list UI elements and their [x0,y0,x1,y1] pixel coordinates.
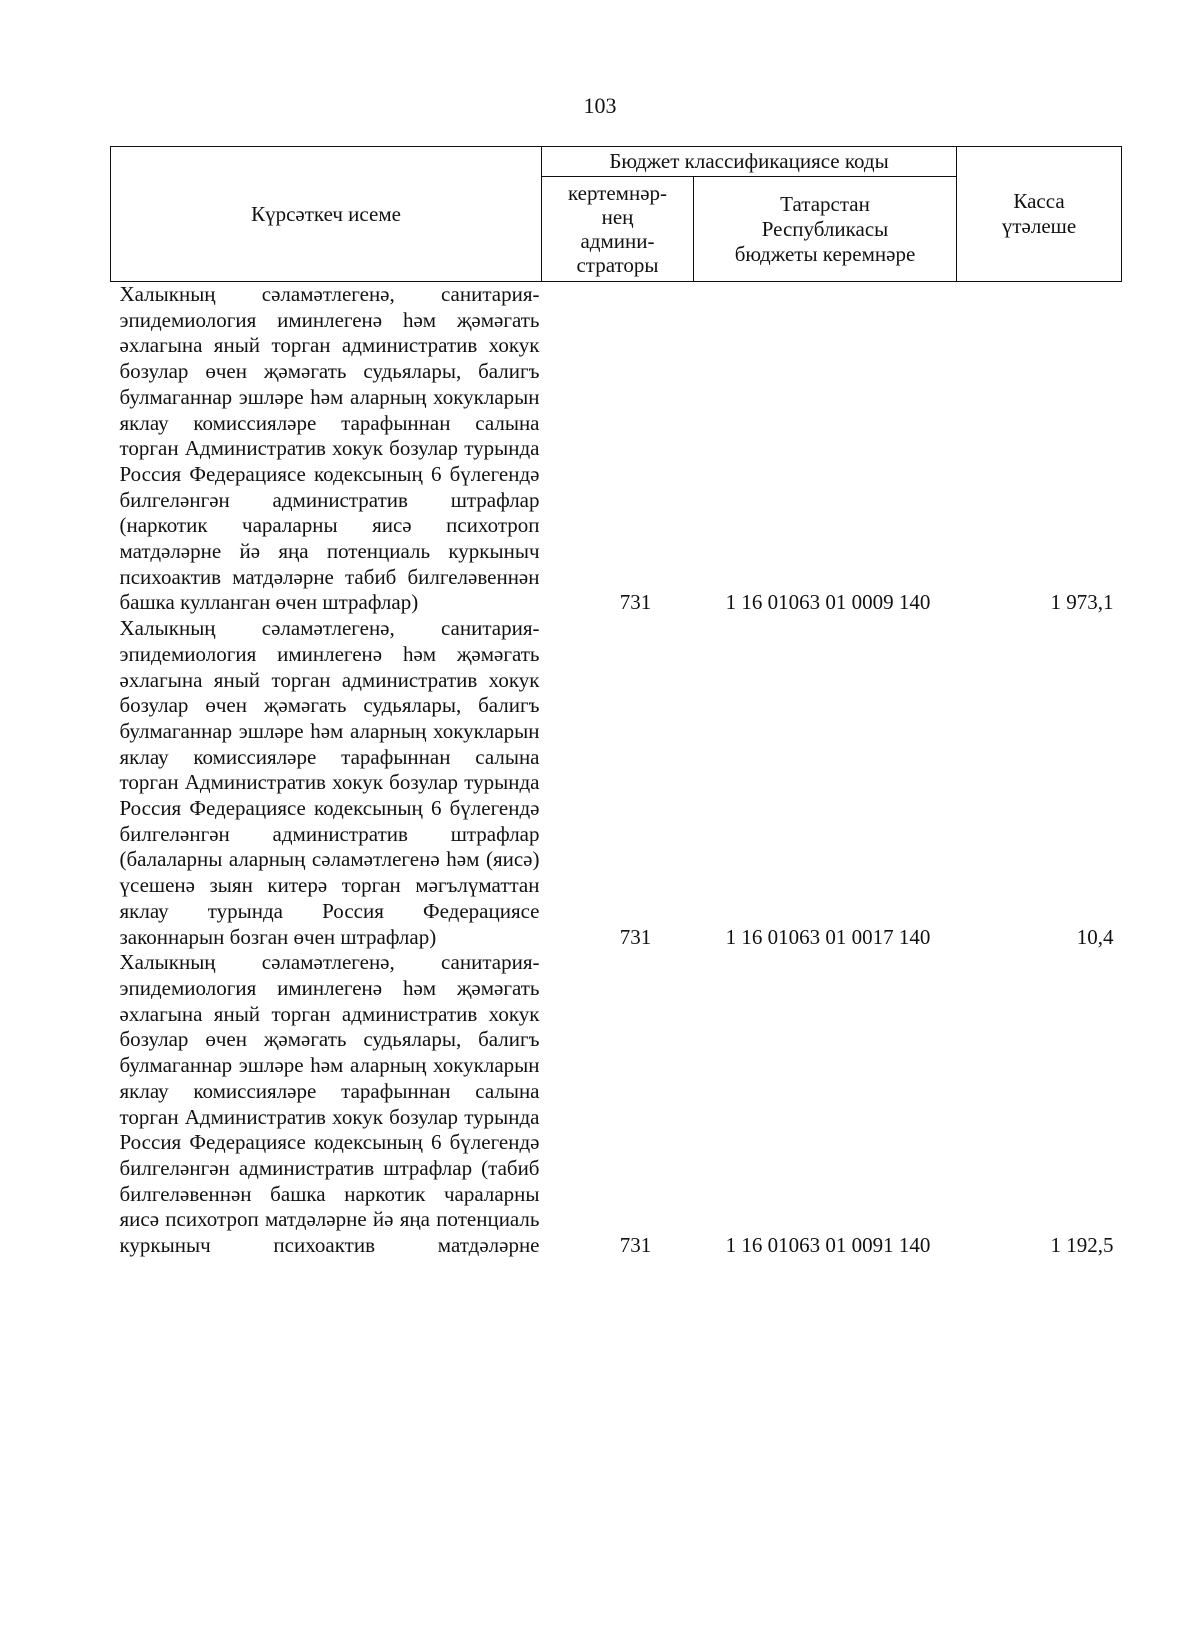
admin-code-cell: 731 [619,924,652,949]
budget-table [110,146,1122,1259]
table-header [111,147,1122,282]
table-row [111,950,1122,1258]
indicator-name-header: Күрсәткеч исеме [111,147,542,282]
budget-classification-code-header: Бюджет классификациясе коды [542,147,957,177]
table-row [111,282,1122,617]
indicator-name-cell: Халыкның сәламәтлегенә, санитария-эпидемиология иминлегенә һәм җәмәгать әхлагына яный торган административ хокук бозулар өчен җәмәгать судьялары, балигъ булмаганнар эшләре һәм аларның хокукларын яклау комиссияләре тарафыннан салына торган Административ хокук бозулар турында Россия Федерациясе кодексының 6 бүлегендә билгеләнгән административ штрафлар (балаларны аларның сәламәтлегенә һәм (яисә) үсешенә зыян китерә торган мәгълүматтан яклау турында Россия Федерациясе законнарын бозган өчен штрафлар) [119,616,540,949]
revenue-administrators-header: кертемнәр- нең админи- страторы [542,177,694,282]
admin-code-cell: 731 [619,1233,652,1258]
revenue-code-cell: 1 16 01063 01 0009 140 [725,590,931,615]
tatarstan-budget-revenues-header: Татарстан Республикасы бюджеты керемнәре [694,177,957,282]
revenue-code-cell: 1 16 01063 01 0017 140 [725,924,931,949]
cash-execution-cell: 1 192,5 [1050,1233,1114,1258]
revenue-code-cell: 1 16 01063 01 0091 140 [725,1233,931,1258]
table-row [111,616,1122,950]
cash-execution-cell: 1 973,1 [1050,590,1114,615]
page-number: 103 [583,93,617,118]
cash-execution-header: Касса үтәлеше [957,147,1122,282]
admin-code-cell: 731 [619,590,652,615]
indicator-name-cell: Халыкның сәламәтлегенә, санитария-эпидемиология иминлегенә һәм җәмәгать әхлагына яный торган административ хокук бозулар өчен җәмәгать судьялары, балигъ булмаганнар эшләре һәм аларның хокукларын яклау комиссияләре тарафыннан салына торган Административ хокук бозулар турында Россия Федерациясе кодексының 6 бүлегендә билгеләнгән административ штрафлар (табиб билгеләвеннән башка наркотик чараларны яисә психотроп матдәләрне йә яңа потенциаль куркыныч психоактив матдәләрне [119,950,540,1258]
indicator-name-cell: Халыкның сәламәтлегенә, санитария-эпидемиология иминлегенә һәм җәмәгать әхлагына яный торган административ хокук бозулар өчен җәмәгать судьялары, балигъ булмаганнар эшләре һәм аларның хокукларын яклау комиссияләре тарафыннан салына торган Административ хокук бозулар турында Россия Федерациясе кодексының 6 бүлегендә билгеләнгән административ штрафлар (наркотик чараларны яисә психотроп матдәләрне йә яңа потенциаль куркыныч психоактив матдәләрне табиб билгеләвеннән башка кулланган өчен штрафлар) [119,282,540,615]
cash-execution-cell: 10,4 [1076,924,1114,949]
